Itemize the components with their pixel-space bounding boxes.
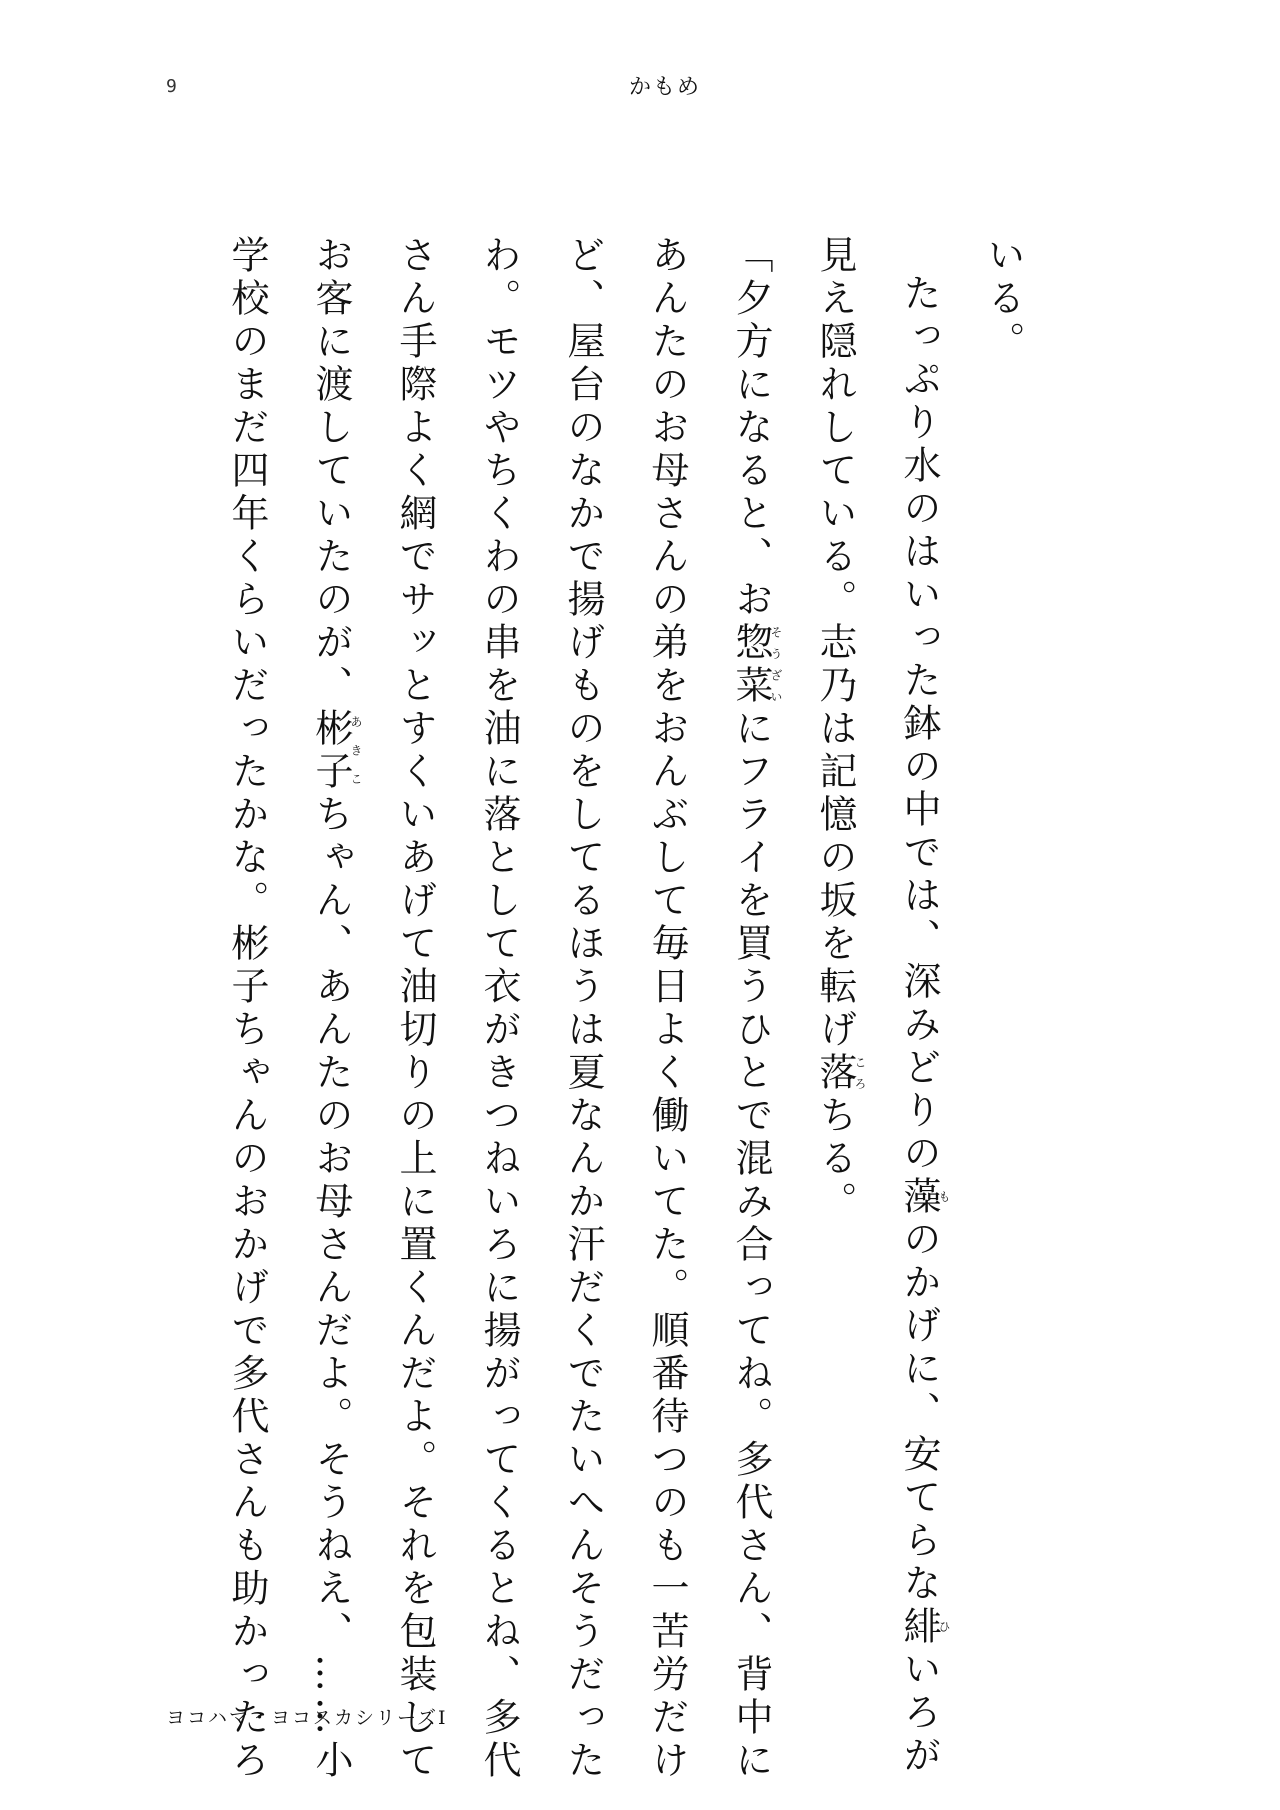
text-line-8 bbox=[373, 235, 457, 1783]
text-segment: いろが bbox=[897, 1649, 941, 1778]
text-segment: ちる。 bbox=[813, 1095, 857, 1224]
text-segment: わ。モツやちくわの串を油に落として衣がきつねいろに揚がってくるとね、多代 bbox=[477, 235, 521, 1783]
text-line-4 bbox=[709, 235, 793, 1783]
text-line-10 bbox=[205, 235, 289, 1783]
text-segment: ど、屋台のなかで揚げものをしてるほうは夏なんか汗だくでたいへんそうだった bbox=[561, 235, 605, 1783]
ruby-reading: そうざい bbox=[769, 622, 783, 708]
page-number: 9 bbox=[166, 76, 177, 97]
text-segment: 学校のまだ四年くらいだったかな。彬子ちゃんのおかげで多代さんも助かったろ bbox=[225, 235, 269, 1783]
ruby-akiko bbox=[309, 708, 363, 794]
ruby-base: 落 bbox=[813, 1052, 857, 1095]
text-line-6 bbox=[541, 235, 625, 1783]
text-segment: 「夕方になると、お bbox=[729, 235, 773, 622]
text-segment: ちゃん、あんたのお母さんだよ。そうねえ、……小 bbox=[309, 794, 353, 1783]
text-segment: お客に渡していたのが、 bbox=[309, 235, 353, 708]
text-line-1 bbox=[961, 235, 1045, 1595]
ruby-base: 藻 bbox=[897, 1176, 941, 1219]
series-title: ヨコハマ・ヨコスカシリーズⅠ bbox=[166, 1707, 448, 1729]
text-line-2 bbox=[877, 235, 961, 1778]
text-segment: 見え隠れしている。志乃は記憶の坂を転げ bbox=[813, 235, 857, 1052]
ruby-koro bbox=[813, 1052, 867, 1095]
ruby-reading: も bbox=[937, 1176, 951, 1219]
ruby-hi bbox=[897, 1606, 951, 1649]
text-line-3 bbox=[793, 235, 877, 1595]
running-title: かもめ bbox=[628, 75, 701, 100]
ruby-reading: ひ bbox=[937, 1606, 951, 1649]
ruby-reading: ころ bbox=[853, 1052, 867, 1095]
text-line-5 bbox=[625, 235, 709, 1783]
text-line-9 bbox=[289, 235, 373, 1783]
ruby-sozai bbox=[729, 622, 783, 708]
text-segment: たっぷり水のはいった鉢の中では、深みどりの bbox=[897, 273, 941, 1176]
text-segment: あんたのお母さんの弟をおんぶして毎日よく働いてた。順番待つのも一苦労だけ bbox=[645, 235, 689, 1783]
text-segment: にフライを買うひとで混み合ってね。多代さん、背中に bbox=[729, 708, 773, 1783]
ruby-mo bbox=[897, 1176, 951, 1219]
ruby-base: 緋 bbox=[897, 1606, 941, 1649]
text-line-7 bbox=[457, 235, 541, 1783]
ruby-base: 彬子 bbox=[309, 708, 353, 794]
text-segment: さん手際よく網でサッとすくいあげて油切りの上に置くんだよ。それを包装して bbox=[393, 235, 437, 1783]
ruby-base: 惣菜 bbox=[729, 622, 773, 708]
ruby-reading: あきこ bbox=[349, 708, 363, 794]
text-segment: のかげに、安てらな bbox=[897, 1219, 941, 1606]
text-segment: いる。 bbox=[981, 235, 1025, 364]
